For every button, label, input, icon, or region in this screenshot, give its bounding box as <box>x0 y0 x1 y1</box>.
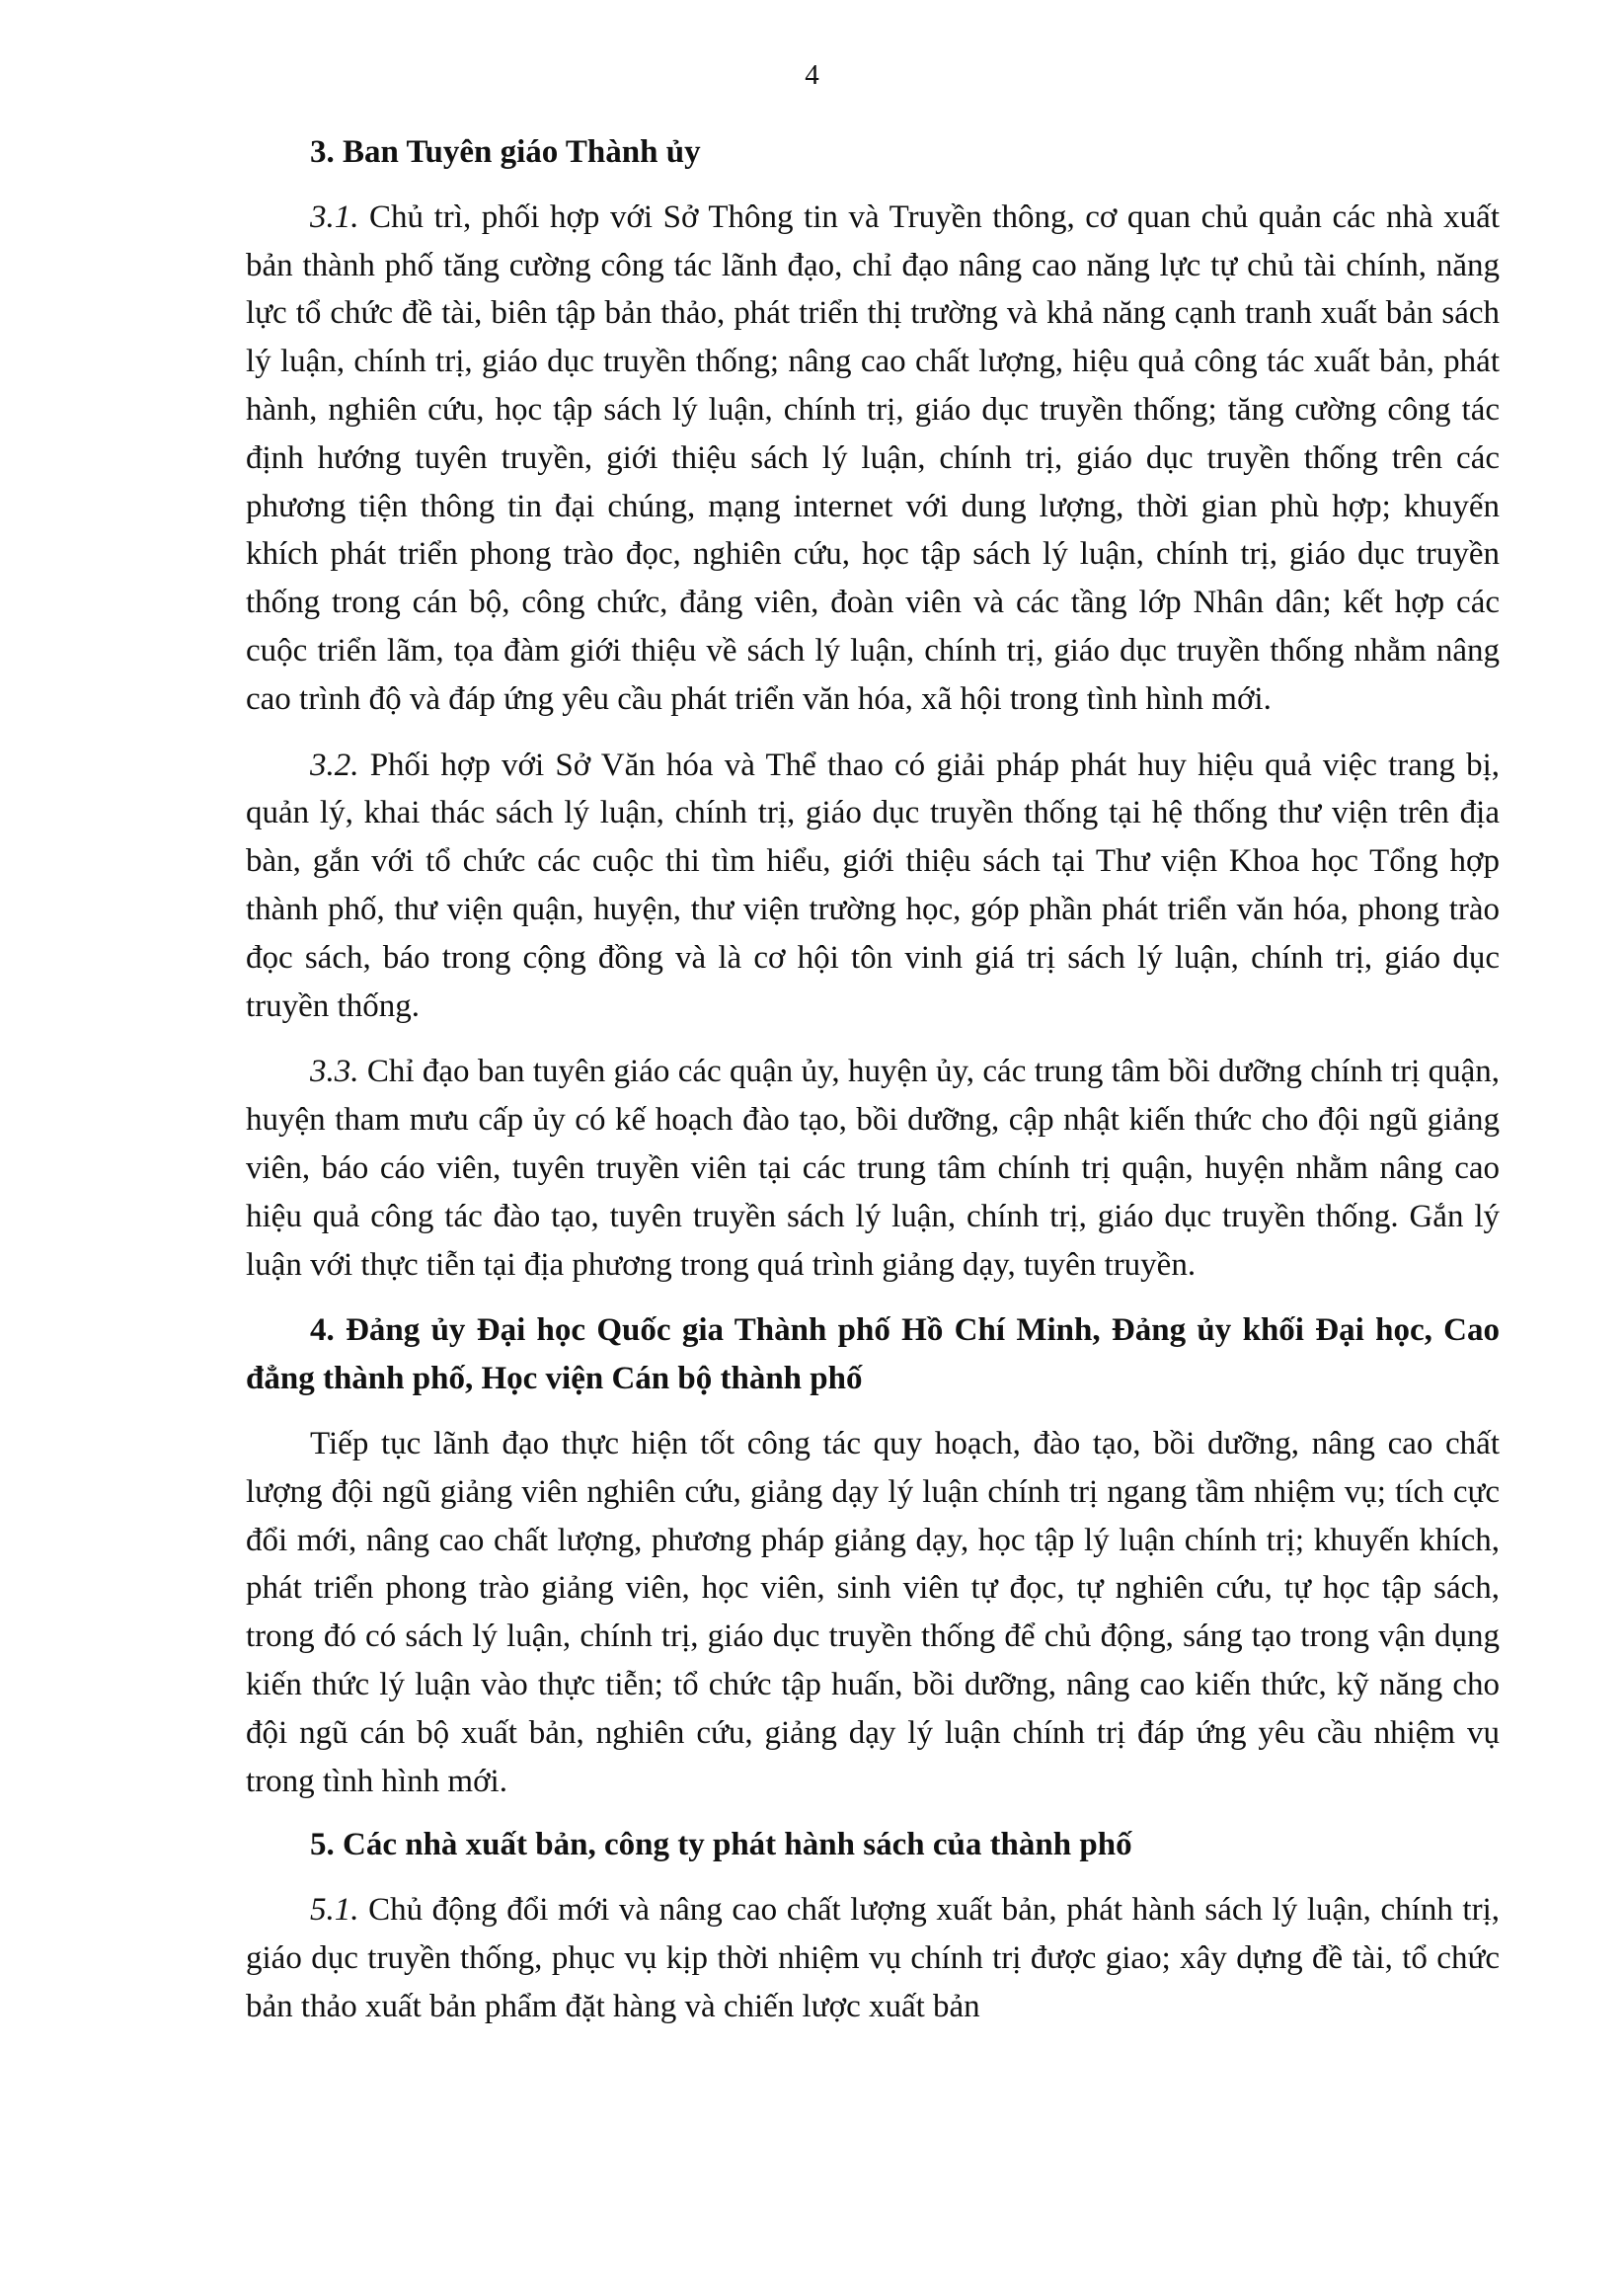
document-body <box>246 128 1500 2048</box>
paragraph-number: 3.2. <box>310 747 359 783</box>
paragraph-4 <box>246 1420 1500 1805</box>
section-heading-5: 5. Các nhà xuất bản, công ty phát hành sách của thành phố <box>310 1827 1132 1863</box>
section-heading-4: 4. Đảng ủy Đại học Quốc gia Thành phố Hồ Chí Minh, Đảng ủy khối Đại học, Cao đẳng thành phố, Học viện Cán bộ thành phố <box>246 1312 1500 1397</box>
paragraph-3-3 <box>246 1048 1500 1289</box>
paragraph-number: 3.1. <box>310 198 359 235</box>
paragraph-text: Chủ động đổi mới và nâng cao chất lượng xuất bản, phát hành sách lý luận, chính trị, giáo dục truyền thống, phục vụ kịp thời nhiệm vụ chính trị được giao; xây dựng đề tài, tổ chức bản thảo xuất bản phẩm đặt hàng và chiến lược xuất bản <box>246 1892 1500 2024</box>
paragraph-number: 5.1. <box>310 1892 359 1929</box>
paragraph-5-1 <box>246 1886 1500 2030</box>
section-heading-3: 3. Ban Tuyên giáo Thành ủy <box>310 134 701 170</box>
page-number: 4 <box>805 59 819 91</box>
paragraph-number: 3.3. <box>310 1054 359 1090</box>
paragraph-text: Chỉ đạo ban tuyên giáo các quận ủy, huyện ủy, các trung tâm bồi dưỡng chính trị quận, huyện tham mưu cấp ủy có kế hoạch đào tạo, bồi dưỡng, cập nhật kiến thức cho đội ngũ giảng viên, báo cáo viên, tuyên truyền viên tại các trung tâm chính trị quận, huyện nhằm nâng cao hiệu quả công tác đào tạo, tuyên truyền sách lý luận, chính trị, giáo dục truyền thống. Gắn lý luận với thực tiễn tại địa phương trong quá trình giảng dạy, tuyên truyền. <box>246 1054 1500 1283</box>
paragraph-text: Phối hợp với Sở Văn hóa và Thể thao có giải pháp phát huy hiệu quả việc trang bị, quản lý, khai thác sách lý luận, chính trị, giáo dục truyền thống tại hệ thống thư viện trên địa bàn, gắn với tổ chức các cuộc thi tìm hiểu, giới thiệu sách tại Thư viện Khoa học Tổng hợp thành phố, thư viện quận, huyện, thư viện trường học, góp phần phát triển văn hóa, phong trào đọc sách, báo trong cộng đồng và là cơ hội tôn vinh giá trị sách lý luận, chính trị, giáo dục truyền thống. <box>246 747 1500 1024</box>
paragraph-text: Tiếp tục lãnh đạo thực hiện tốt công tác quy hoạch, đào tạo, bồi dưỡng, nâng cao chất lượng đội ngũ giảng viên nghiên cứu, giảng dạy lý luận chính trị ngang tầm nhiệm vụ; tích cực đổi mới, nâng cao chất lượng, phương pháp giảng dạy, học tập lý luận chính trị; khuyến khích, phát triển phong trào giảng viên, học viên, sinh viên tự đọc, tự nghiên cứu, tự học tập sách, trong đó có sách lý luận, chính trị, giáo dục truyền thống để chủ động, sáng tạo trong vận dụng kiến thức lý luận vào thực tiễn; tổ chức tập huấn, bồi dưỡng, nâng cao kiến thức, kỹ năng cho đội ngũ cán bộ xuất bản, nghiên cứu, giảng dạy lý luận chính trị đáp ứng yêu cầu nhiệm vụ trong tình hình mới. <box>246 1425 1500 1799</box>
paragraph-3-1 <box>246 194 1500 724</box>
paragraph-3-2 <box>246 742 1500 1031</box>
paragraph-text: Chủ trì, phối hợp với Sở Thông tin và Truyền thông, cơ quan chủ quản các nhà xuất bản thành phố tăng cường công tác lãnh đạo, chỉ đạo nâng cao năng lực tự chủ tài chính, năng lực tổ chức đề tài, biên tập bản thảo, phát triển thị trường và khả năng cạnh tranh xuất bản sách lý luận, chính trị, giáo dục truyền thống; nâng cao chất lượng, hiệu quả công tác xuất bản, phát hành, nghiên cứu, học tập sách lý luận, chính trị, giáo dục truyền thống; tăng cường công tác định hướng tuyên truyền, giới thiệu sách lý luận, chính trị, giáo dục truyền thống trên các phương tiện thông tin đại chúng, mạng internet với dung lượng, thời gian phù hợp; khuyến khích phát triển phong trào đọc, nghiên cứu, học tập sách lý luận, chính trị, giáo dục truyền thống trong cán bộ, công chức, đảng viên, đoàn viên và các tầng lớp Nhân dân; kết hợp các cuộc triển lãm, tọa đàm giới thiệu về sách lý luận, chính trị, giáo dục truyền thống nhằm nâng cao trình độ và đáp ứng yêu cầu phát triển văn hóa, xã hội trong tình hình mới. <box>246 198 1500 717</box>
